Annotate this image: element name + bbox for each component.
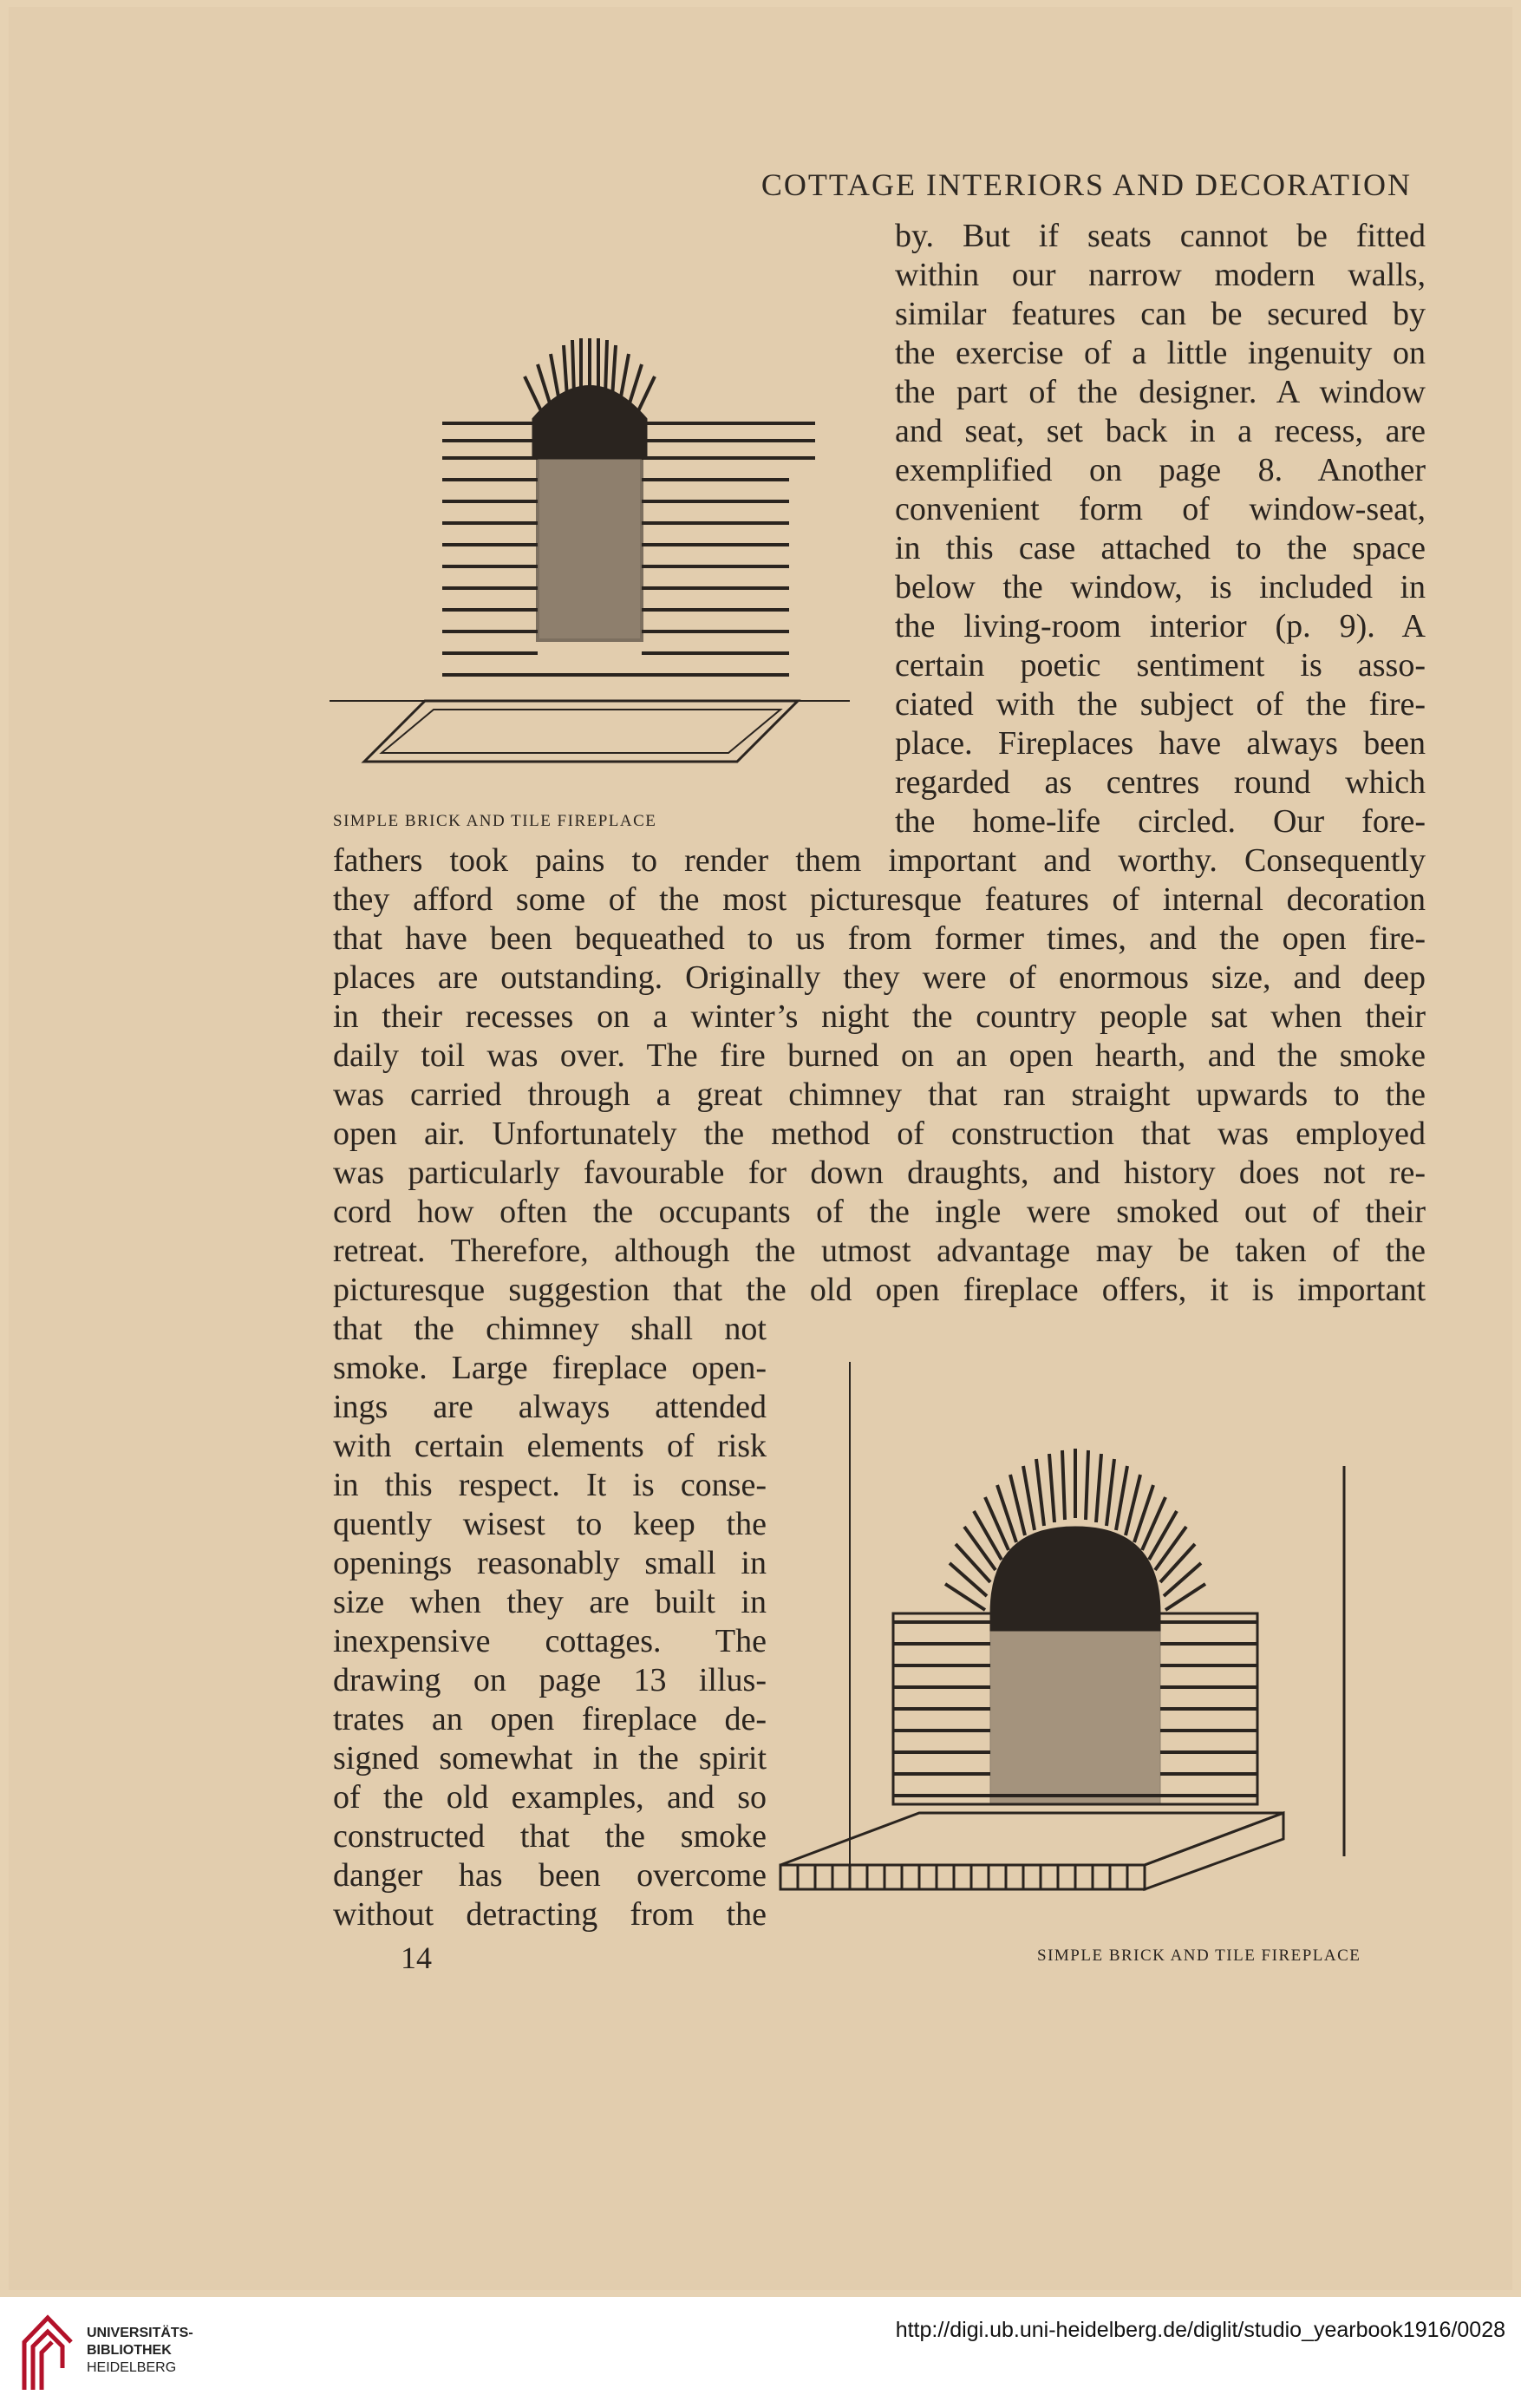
university-logo-icon [17,2307,78,2398]
footer-bar [0,2297,1521,2408]
text-line: was particularly favourable for down draughts, and history does not re- [333,1155,1426,1191]
text-line: retreat. Therefore, although the utmost advantage may be taken of the [333,1233,1426,1269]
library-line-2: BIBLIOTHEK [87,2343,172,2358]
text-line: fathers took pains to render them important and worthy. Consequently [333,842,1426,879]
text-line: in this case attached to the space [895,530,1426,566]
text-line: convenient form of window-seat, [895,491,1426,527]
bottom-figure-caption: SIMPLE BRICK AND TILE FIREPLACE [1037,1947,1361,1965]
text-line: the part of the designer. A window [895,374,1426,410]
text-line: place. Fireplaces have always been [895,725,1426,762]
text-line: trates an open fireplace de- [333,1701,767,1737]
text-line: places are outstanding. Originally they were of enormous size, and deep [333,959,1426,996]
text-line: the home-life circled. Our fore- [895,803,1426,840]
text-line: openings reasonably small in [333,1545,767,1581]
text-line: the living-room interior (p. 9). A [895,608,1426,645]
text-line: regarded as centres round which [895,764,1426,801]
text-line: of the old examples, and so [333,1779,767,1816]
text-line: open air. Unfortunately the method of construction that was employed [333,1116,1426,1152]
fireplace-illustration-top [330,319,850,788]
text-line: that have been bequeathed to us from former times, and the open fire- [333,920,1426,957]
text-line: with certain elements of risk [333,1428,767,1464]
library-name [87,2325,193,2377]
running-title: COTTAGE INTERIORS AND DECORATION [760,167,1412,202]
text-line: in this respect. It is conse- [333,1467,767,1503]
text-line: picturesque suggestion that the old open fireplace offers, it is important [333,1272,1426,1308]
library-line-3: HEIDELBERG [87,2360,177,2375]
text-line: exemplified on page 8. Another [895,452,1426,488]
text-line: that the chimney shall not [333,1311,767,1347]
text-line: smoke. Large fireplace open- [333,1350,767,1386]
text-line: below the window, is included in [895,569,1426,605]
page-number: 14 [401,1940,432,1975]
text-line: ciated with the subject of the fire- [895,686,1426,723]
text-line: was carried through a great chimney that ran straight upwards to the [333,1076,1426,1113]
text-line: cord how often the occupants of the ingle were smoked out of their [333,1194,1426,1230]
text-line: signed somewhat in the spirit [333,1740,767,1777]
text-line: the exercise of a little ingenuity on [895,335,1426,371]
text-line: certain poetic sentiment is asso- [895,647,1426,684]
text-line: inexpensive cottages. The [333,1623,767,1659]
text-line: within our narrow modern walls, [895,257,1426,293]
text-line: drawing on page 13 illus- [333,1662,767,1698]
text-line: and seat, set back in a recess, are [895,413,1426,449]
text-line: without detracting from the [333,1896,767,1933]
library-line-1: UNIVERSITÄTS- [87,2326,193,2340]
text-line: they afford some of the most picturesque features of internal decoration [333,881,1426,918]
text-line: in their recesses on a winter’s night the country people sat when their [333,998,1426,1035]
text-line: similar features can be secured by [895,296,1426,332]
text-line: quently wisest to keep the [333,1506,767,1542]
text-line: size when they are built in [333,1584,767,1620]
fireplace-illustration-bottom [763,1327,1422,1917]
top-figure-caption: SIMPLE BRICK AND TILE FIREPLACE [333,812,657,830]
text-line: constructed that the smoke [333,1818,767,1855]
text-line: ings are always attended [333,1389,767,1425]
text-line: danger has been overcome [333,1857,767,1894]
text-line: by. But if seats cannot be fitted [895,218,1426,254]
source-url-link[interactable]: http://digi.ub.uni-heidelberg.de/diglit/studio_yearbook1916/0028 [895,2318,1505,2342]
text-line: daily toil was over. The fire burned on an open hearth, and the smoke [333,1037,1426,1074]
